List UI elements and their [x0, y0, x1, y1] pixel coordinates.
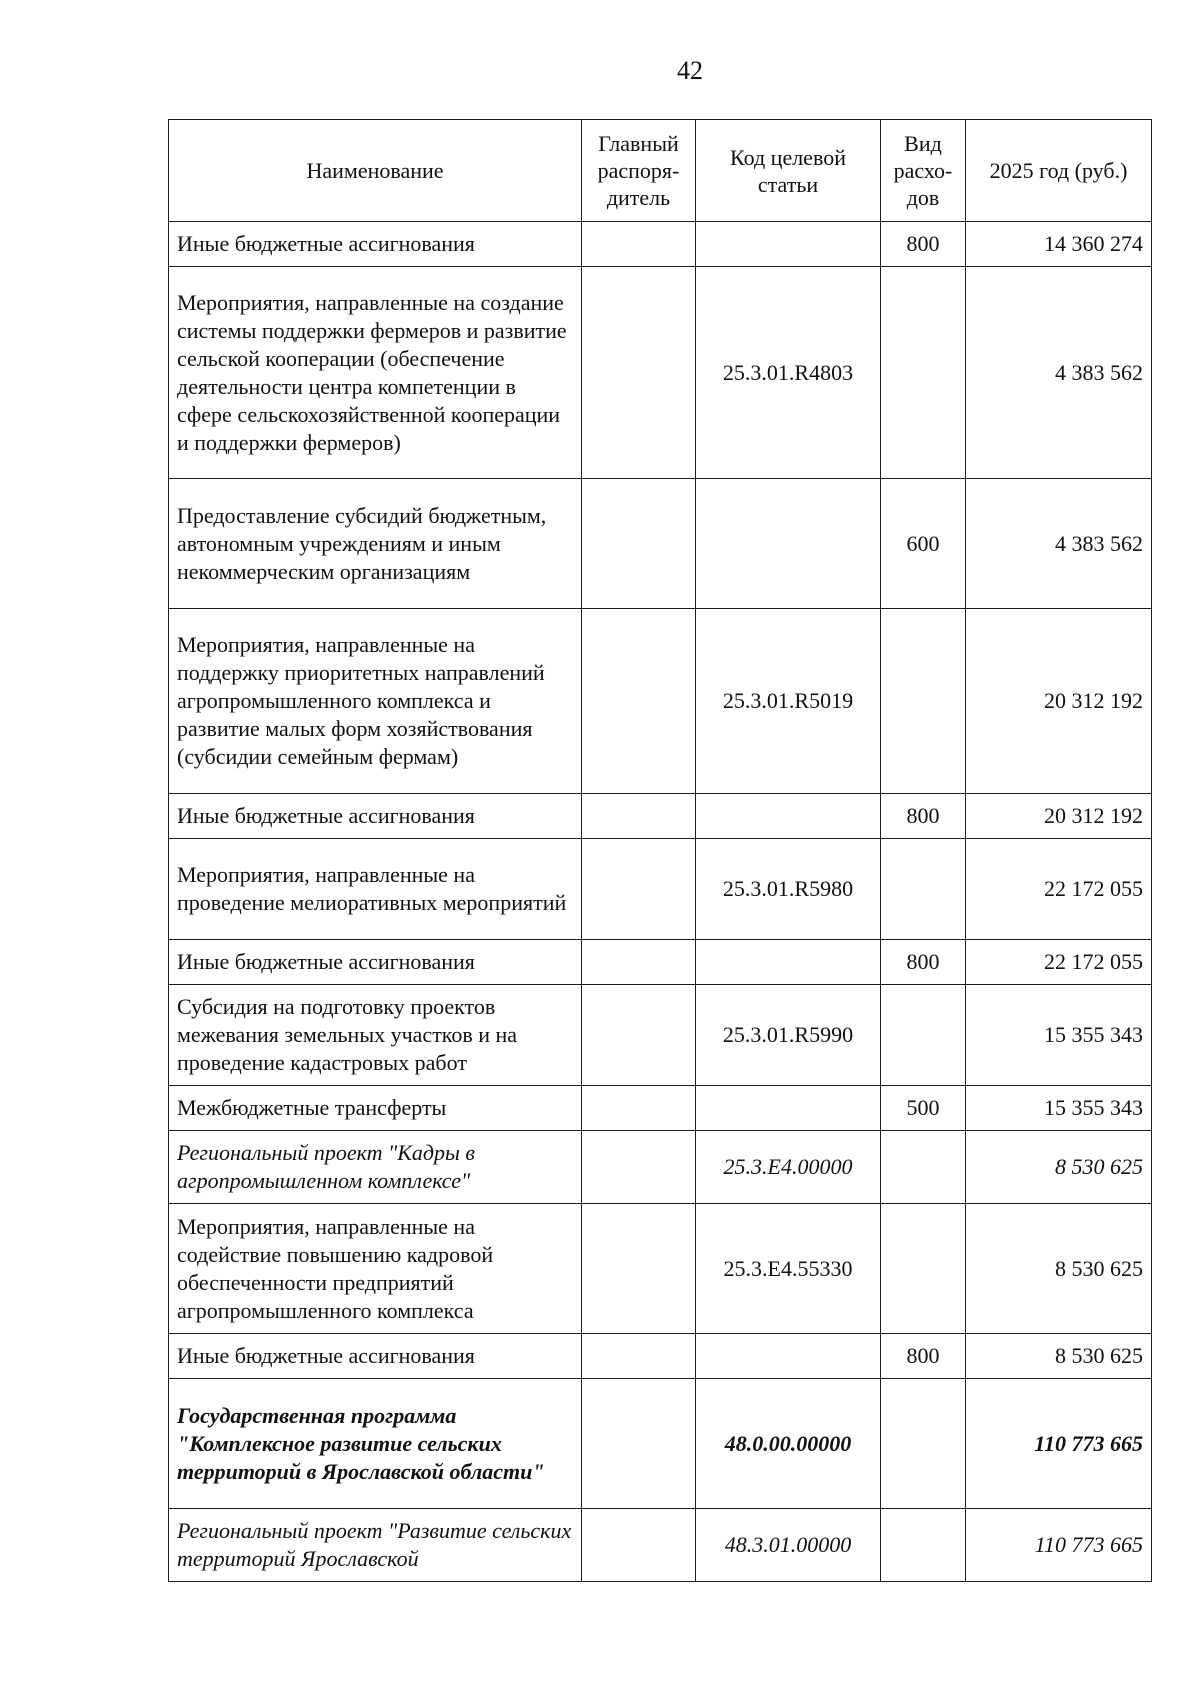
table-row	[169, 794, 1152, 839]
cell-type: 800	[881, 1334, 966, 1379]
cell-type	[881, 1379, 966, 1509]
cell-admin	[582, 839, 696, 940]
table-row	[169, 1334, 1152, 1379]
cell-amount: 8 530 625	[966, 1334, 1152, 1379]
cell-code: 25.3.01.R5980	[696, 839, 881, 940]
table-row	[169, 1131, 1152, 1204]
cell-type	[881, 1204, 966, 1334]
cell-name: Государственная программа "Комплексное развитие сельских территорий в Ярославской области"	[169, 1379, 582, 1509]
cell-name: Иные бюджетные ассигнования	[169, 940, 582, 985]
cell-code: 25.3.E4.00000	[696, 1131, 881, 1204]
table-row	[169, 479, 1152, 609]
cell-amount: 110 773 665	[966, 1509, 1152, 1582]
cell-code: 25.3.01.R4803	[696, 267, 881, 479]
cell-amount: 22 172 055	[966, 839, 1152, 940]
cell-type: 800	[881, 940, 966, 985]
cell-admin	[582, 222, 696, 267]
table-row	[169, 1204, 1152, 1334]
cell-amount: 22 172 055	[966, 940, 1152, 985]
cell-name: Предоставление субсидий бюджетным, автономным учреждениям и иным некоммерческим организациям	[169, 479, 582, 609]
cell-name: Иные бюджетные ассигнования	[169, 794, 582, 839]
header-name: Наименование	[169, 120, 582, 222]
cell-code: 48.0.00.00000	[696, 1379, 881, 1509]
cell-code	[696, 1086, 881, 1131]
cell-type	[881, 839, 966, 940]
budget-table	[168, 119, 1152, 1582]
cell-name: Региональный проект "Развитие сельских территорий Ярославской	[169, 1509, 582, 1582]
cell-name: Иные бюджетные ассигнования	[169, 1334, 582, 1379]
cell-admin	[582, 1379, 696, 1509]
cell-name: Межбюджетные трансферты	[169, 1086, 582, 1131]
cell-admin	[582, 985, 696, 1086]
table-row	[169, 839, 1152, 940]
cell-amount: 20 312 192	[966, 609, 1152, 794]
cell-amount: 15 355 343	[966, 985, 1152, 1086]
cell-name: Иные бюджетные ассигнования	[169, 222, 582, 267]
table-row	[169, 609, 1152, 794]
cell-type	[881, 267, 966, 479]
cell-type: 800	[881, 794, 966, 839]
header-row	[169, 120, 1152, 222]
cell-amount: 8 530 625	[966, 1204, 1152, 1334]
cell-code	[696, 940, 881, 985]
header-amount: 2025 год (руб.)	[966, 120, 1152, 222]
table-row	[169, 1509, 1152, 1582]
table-row	[169, 267, 1152, 479]
table-row	[169, 1379, 1152, 1509]
header-type: Вид расхо-дов	[881, 120, 966, 222]
cell-code: 25.3.E4.55330	[696, 1204, 881, 1334]
cell-amount: 14 360 274	[966, 222, 1152, 267]
cell-amount: 8 530 625	[966, 1131, 1152, 1204]
cell-type	[881, 1509, 966, 1582]
cell-name: Мероприятия, направленные на поддержку приоритетных направлений агропромышленного комплекса и развитие малых форм хозяйствования (субсидии семейным фермам)	[169, 609, 582, 794]
cell-code	[696, 222, 881, 267]
page-number: 42	[677, 56, 703, 85]
cell-code: 25.3.01.R5990	[696, 985, 881, 1086]
header-code: Код целевой статьи	[696, 120, 881, 222]
cell-type: 800	[881, 222, 966, 267]
cell-admin	[582, 267, 696, 479]
cell-admin	[582, 1204, 696, 1334]
cell-admin	[582, 794, 696, 839]
cell-admin	[582, 940, 696, 985]
cell-admin	[582, 479, 696, 609]
cell-amount: 4 383 562	[966, 479, 1152, 609]
cell-name: Региональный проект "Кадры в агропромышленном комплексе"	[169, 1131, 582, 1204]
cell-amount: 4 383 562	[966, 267, 1152, 479]
table-row	[169, 1086, 1152, 1131]
cell-code: 25.3.01.R5019	[696, 609, 881, 794]
cell-type: 500	[881, 1086, 966, 1131]
cell-name: Субсидия на подготовку проектов межевания земельных участков и на проведение кадастровых работ	[169, 985, 582, 1086]
cell-admin	[582, 1131, 696, 1204]
cell-admin	[582, 1086, 696, 1131]
cell-name: Мероприятия, направленные на проведение мелиоративных мероприятий	[169, 839, 582, 940]
cell-amount: 20 312 192	[966, 794, 1152, 839]
cell-admin	[582, 1509, 696, 1582]
cell-code	[696, 794, 881, 839]
cell-code	[696, 479, 881, 609]
cell-code: 48.3.01.00000	[696, 1509, 881, 1582]
cell-type: 600	[881, 479, 966, 609]
cell-amount: 110 773 665	[966, 1379, 1152, 1509]
table-row	[169, 985, 1152, 1086]
cell-type	[881, 1131, 966, 1204]
table-body	[169, 222, 1152, 1582]
header-admin: Главный распоря-дитель	[582, 120, 696, 222]
table-row	[169, 222, 1152, 267]
table-row	[169, 940, 1152, 985]
cell-name: Мероприятия, направленные на содействие повышению кадровой обеспеченности предприятий агропромышленного комплекса	[169, 1204, 582, 1334]
cell-code	[696, 1334, 881, 1379]
cell-type	[881, 985, 966, 1086]
cell-type	[881, 609, 966, 794]
cell-admin	[582, 1334, 696, 1379]
table-header	[169, 120, 1152, 222]
cell-admin	[582, 609, 696, 794]
cell-name: Мероприятия, направленные на создание системы поддержки фермеров и развитие сельской кооперации (обеспечение деятельности центра компетенции в сфере сельскохозяйственной кооперации и поддержки фермеров)	[169, 267, 582, 479]
cell-amount: 15 355 343	[966, 1086, 1152, 1131]
